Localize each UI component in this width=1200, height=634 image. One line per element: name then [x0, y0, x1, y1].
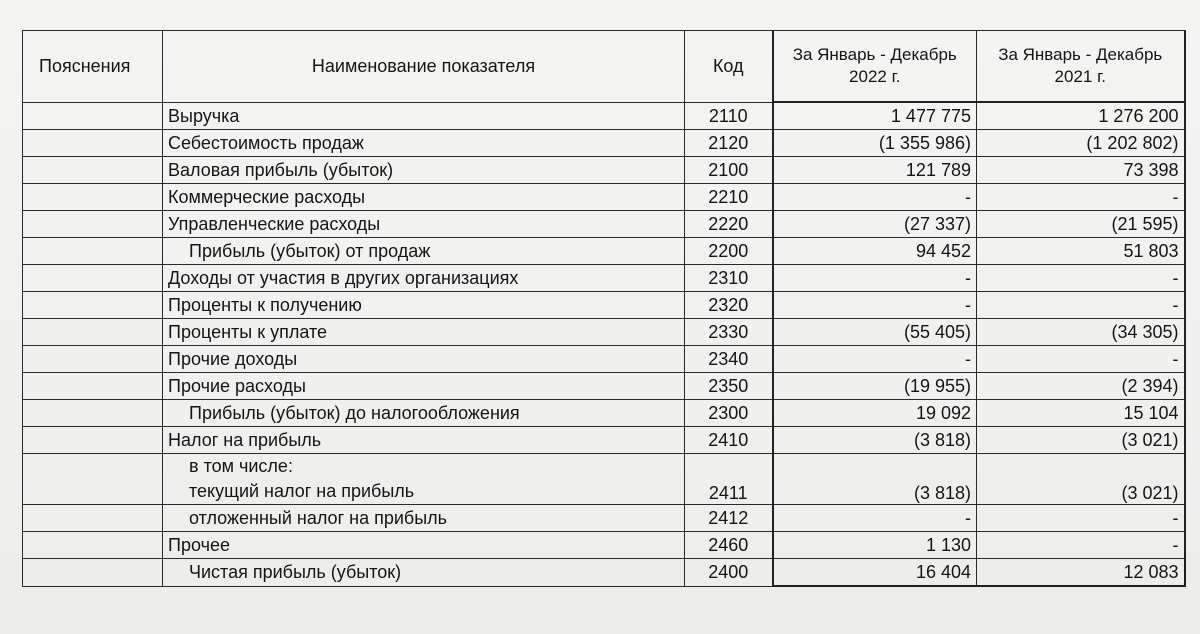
value-2021: (34 305) — [977, 319, 1185, 346]
value-2021: 15 104 — [977, 400, 1185, 427]
indicator-name — [163, 454, 685, 505]
notes-cell — [23, 157, 163, 184]
indicator-name: отложенный налог на прибыль — [163, 505, 685, 532]
indicator-name: Прибыль (убыток) до налогообложения — [163, 400, 685, 427]
indicator-name: Себестоимость продаж — [163, 130, 685, 157]
indicator-name: Коммерческие расходы — [163, 184, 685, 211]
table-row — [23, 346, 1185, 373]
value-2022: (1 355 986) — [773, 130, 977, 157]
indicator-code: 2320 — [685, 292, 773, 319]
notes-cell — [23, 559, 163, 587]
table-row — [23, 292, 1185, 319]
notes-cell — [23, 292, 163, 319]
notes-cell — [23, 427, 163, 454]
indicator-code: 2330 — [685, 319, 773, 346]
header-notes: Пояснения — [23, 31, 163, 103]
indicator-name-text: текущий налог на прибыль — [189, 481, 415, 501]
notes-cell — [23, 265, 163, 292]
value-2022: - — [773, 346, 977, 373]
table-row — [23, 454, 1185, 505]
notes-cell — [23, 102, 163, 130]
indicator-name: Доходы от участия в других организациях — [163, 265, 685, 292]
table-row — [23, 157, 1185, 184]
notes-cell — [23, 130, 163, 157]
notes-cell — [23, 400, 163, 427]
indicator-name: Прочие расходы — [163, 373, 685, 400]
value-2022: 1 477 775 — [773, 102, 977, 130]
notes-cell — [23, 454, 163, 505]
notes-cell — [23, 505, 163, 532]
indicator-code: 2400 — [685, 559, 773, 587]
table-row — [23, 532, 1185, 559]
notes-cell — [23, 211, 163, 238]
value-2021: (3 021) — [977, 427, 1185, 454]
table-row — [23, 211, 1185, 238]
value-2021: 51 803 — [977, 238, 1185, 265]
value-2021: 1 276 200 — [977, 102, 1185, 130]
notes-cell — [23, 184, 163, 211]
value-2021: - — [977, 532, 1185, 559]
table-row — [23, 102, 1185, 130]
table-row — [23, 184, 1185, 211]
value-2022: - — [773, 292, 977, 319]
indicator-code: 2220 — [685, 211, 773, 238]
header-period-2021: За Январь - Декабрь 2021 г. — [977, 31, 1185, 103]
notes-cell — [23, 319, 163, 346]
header-period-2022: За Январь - Декабрь 2022 г. — [773, 31, 977, 103]
value-2022: 121 789 — [773, 157, 977, 184]
indicator-name: Прочие доходы — [163, 346, 685, 373]
header-indicator-name: Наименование показателя — [163, 31, 685, 103]
value-2021: (21 595) — [977, 211, 1185, 238]
value-2022: 16 404 — [773, 559, 977, 587]
table-row — [23, 130, 1185, 157]
value-2022: 1 130 — [773, 532, 977, 559]
value-2022: (19 955) — [773, 373, 977, 400]
value-2021: - — [977, 184, 1185, 211]
indicator-code: 2200 — [685, 238, 773, 265]
value-2022: (3 818) — [773, 427, 977, 454]
indicator-code: 2110 — [685, 102, 773, 130]
notes-cell — [23, 238, 163, 265]
value-2021: (2 394) — [977, 373, 1185, 400]
value-2021: (1 202 802) — [977, 130, 1185, 157]
table-row — [23, 400, 1185, 427]
indicator-name: Валовая прибыль (убыток) — [163, 157, 685, 184]
value-2022: 94 452 — [773, 238, 977, 265]
value-2022: 19 092 — [773, 400, 977, 427]
value-2021: 73 398 — [977, 157, 1185, 184]
indicator-name: Чистая прибыль (убыток) — [163, 559, 685, 587]
indicator-name: Налог на прибыль — [163, 427, 685, 454]
value-2022: - — [773, 265, 977, 292]
table-row — [23, 505, 1185, 532]
value-2021: - — [977, 505, 1185, 532]
indicator-code: 2100 — [685, 157, 773, 184]
value-2022: (27 337) — [773, 211, 977, 238]
indicator-name: Прочее — [163, 532, 685, 559]
indicator-code: 2120 — [685, 130, 773, 157]
indicator-code: 2310 — [685, 265, 773, 292]
table-row — [23, 427, 1185, 454]
value-2022: - — [773, 505, 977, 532]
header-code: Код — [685, 31, 773, 103]
value-2022: (3 818) — [773, 454, 977, 505]
indicator-code: 2460 — [685, 532, 773, 559]
indicator-name: Управленческие расходы — [163, 211, 685, 238]
indicator-name: Выручка — [163, 102, 685, 130]
value-2021: 12 083 — [977, 559, 1185, 587]
indicator-code: 2411 — [685, 454, 773, 505]
indicator-name: Проценты к получению — [163, 292, 685, 319]
indicator-name: Проценты к уплате — [163, 319, 685, 346]
indicator-code: 2410 — [685, 427, 773, 454]
table-row — [23, 319, 1185, 346]
indicator-code: 2350 — [685, 373, 773, 400]
notes-cell — [23, 373, 163, 400]
indicator-subheading: в том числе: — [189, 456, 293, 476]
value-2021: - — [977, 265, 1185, 292]
value-2022: (55 405) — [773, 319, 977, 346]
value-2022: - — [773, 184, 977, 211]
table-row — [23, 238, 1185, 265]
table-row — [23, 373, 1185, 400]
indicator-name: Прибыль (убыток) от продаж — [163, 238, 685, 265]
table-row — [23, 265, 1185, 292]
indicator-code: 2300 — [685, 400, 773, 427]
indicator-code: 2412 — [685, 505, 773, 532]
table-header-row — [23, 31, 1185, 103]
notes-cell — [23, 346, 163, 373]
table-row — [23, 559, 1185, 587]
notes-cell — [23, 532, 163, 559]
value-2021: - — [977, 346, 1185, 373]
value-2021: - — [977, 292, 1185, 319]
indicator-code: 2340 — [685, 346, 773, 373]
financial-results-table — [22, 30, 1186, 587]
indicator-code: 2210 — [685, 184, 773, 211]
value-2021: (3 021) — [977, 454, 1185, 505]
